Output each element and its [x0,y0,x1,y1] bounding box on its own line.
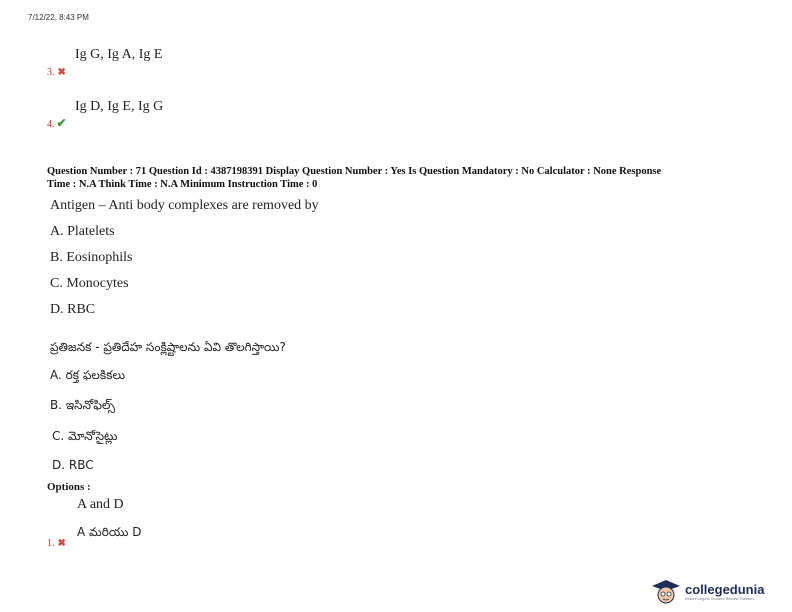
logo-wordmark: collegedunia [685,581,765,597]
option-3-marker [47,67,66,78]
option-4-text: Ig D, Ig E, Ig G [75,99,164,114]
telugu-option-d: D. RBC [52,458,94,472]
telugu-option-b: B. ఇసినోఫిల్స్ [50,398,116,412]
cross-icon: ✖ [57,538,66,549]
english-option-c: C. Monocytes [50,276,129,291]
english-option-a: A. Platelets [50,224,115,239]
answer-option-1-marker [47,538,66,549]
check-icon: ✔ [56,116,67,130]
options-label: Options : [47,481,91,493]
question-text-telugu: ప్రతిజనక - ప్రతిదేహ సంక్లిష్టాలను ఏవి తొలగిస్తాయి? [50,340,286,354]
option-3-text: Ig G, Ig A, Ig E [75,47,163,62]
question-meta-line-2: Time : N.A Think Time : N.A Minimum Instruction Time : 0 [47,179,318,190]
telugu-option-c: C. మోనోసైట్లు [52,429,118,443]
cross-icon: ✖ [57,67,66,78]
answer-option-1-telugu: A మరియు D [77,525,142,539]
english-option-b: B. Eosinophils [50,250,133,265]
option-4-marker [47,116,67,131]
option-3-number: 3. [47,67,55,78]
answer-option-1-english: A and D [77,497,124,512]
logo-tagline: India's largest Student Review Platform [685,595,755,601]
question-text-english: Antigen – Anti body complexes are removed by [50,198,319,213]
graduate-mascot-icon [651,579,681,605]
telugu-option-a: A. రక్త ఫలకికలు [50,368,126,382]
print-timestamp: 7/12/22, 8:43 PM [28,13,89,22]
answer-option-1-number: 1. [47,538,55,549]
option-4-number: 4. [47,119,55,130]
question-meta-line-1: Question Number : 71 Question Id : 4387198391 Display Question Number : Yes Is Question Mandatory : No Calculator : None Response [47,166,662,177]
english-option-d: D. RBC [50,302,96,317]
collegedunia-logo [651,579,764,605]
